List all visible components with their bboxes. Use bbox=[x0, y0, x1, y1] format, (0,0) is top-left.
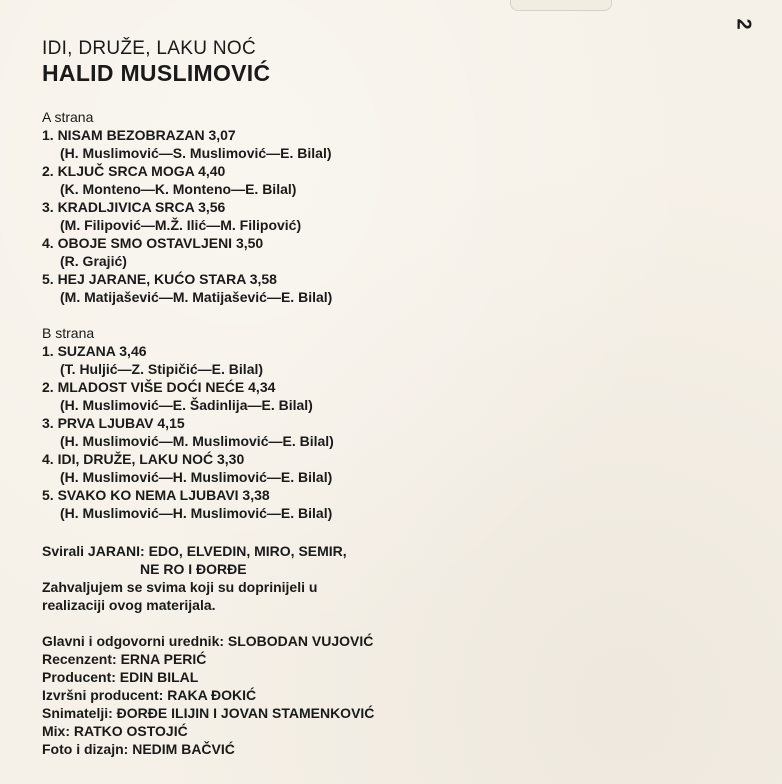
side-a-tracklist bbox=[42, 108, 742, 306]
production-credits bbox=[42, 632, 742, 758]
track-credits: (R. Grajić) bbox=[60, 253, 127, 269]
thanks-line-continued: realizaciji ovog materijala. bbox=[42, 597, 216, 613]
track-credits: (H. Muslimović—E. Šadinlija—E. Bilal) bbox=[60, 397, 313, 413]
album-title: IDI, DRUŽE, LAKU NOĆ bbox=[42, 38, 256, 59]
engineers-credit: Snimatelji: ĐORĐE ILIJIN I JOVAN STAMENKOVIĆ bbox=[42, 705, 375, 721]
mix-credit: Mix: RATKO OSTOJIĆ bbox=[42, 723, 188, 739]
track-title: 1. NISAM BEZOBRAZAN 3,07 bbox=[42, 127, 236, 143]
track-title: 3. KRADLJIVICA SRCA 3,56 bbox=[42, 199, 226, 215]
musicians-line: Svirali JARANI: EDO, ELVEDIN, MIRO, SEMIR, bbox=[42, 543, 347, 559]
track-credits: (K. Monteno—K. Monteno—E. Bilal) bbox=[60, 181, 297, 197]
track-title: 2. MLADOST VIŠE DOĆI NEĆE 4,34 bbox=[42, 379, 276, 395]
cassette-cover-notch bbox=[510, 0, 612, 11]
musicians-line-continued: NE RO I ĐORĐE bbox=[140, 561, 247, 577]
side-b-tracklist bbox=[42, 324, 742, 522]
liner-notes bbox=[42, 38, 742, 758]
track-credits: (M. Matijašević—M. Matijašević—E. Bilal) bbox=[60, 289, 333, 305]
reviewer-credit: Recenzent: ERNA PERIĆ bbox=[42, 651, 207, 667]
track-credits: (M. Filipović—M.Ž. Ilić—M. Filipović) bbox=[60, 217, 302, 233]
musicians-credits bbox=[42, 542, 742, 614]
thanks-line: Zahvaljujem se svima koji su doprinijeli u bbox=[42, 579, 318, 595]
side-number: 2 bbox=[732, 18, 755, 30]
track-title: 2. KLJUČ SRCA MOGA 4,40 bbox=[42, 163, 226, 179]
track-credits: (H. Muslimović—M. Muslimović—E. Bilal) bbox=[60, 433, 334, 449]
artist-name: HALID MUSLIMOVIĆ bbox=[42, 60, 271, 86]
track-credits: (H. Muslimović—S. Muslimović—E. Bilal) bbox=[60, 145, 332, 161]
track-title: 4. IDI, DRUŽE, LAKU NOĆ 3,30 bbox=[42, 451, 245, 467]
track-credits: (H. Muslimović—H. Muslimović—E. Bilal) bbox=[60, 505, 333, 521]
side-b-label: B strana bbox=[42, 325, 95, 341]
editor-credit: Glavni i odgovorni urednik: SLOBODAN VUJOVIĆ bbox=[42, 633, 374, 649]
track-title: 3. PRVA LJUBAV 4,15 bbox=[42, 415, 185, 431]
track-title: 1. SUZANA 3,46 bbox=[42, 343, 147, 359]
track-credits: (H. Muslimović—H. Muslimović—E. Bilal) bbox=[60, 469, 333, 485]
executive-producer-credit: Izvršni producent: RAKA ĐOKIĆ bbox=[42, 687, 257, 703]
side-a-label: A strana bbox=[42, 109, 94, 125]
photo-design-credit: Foto i dizajn: NEDIM BAČVIĆ bbox=[42, 741, 235, 757]
track-title: 4. OBOJE SMO OSTAVLJENI 3,50 bbox=[42, 235, 264, 251]
track-credits: (T. Huljić—Z. Stipičić—E. Bilal) bbox=[60, 361, 264, 377]
track-title: 5. SVAKO KO NEMA LJUBAVI 3,38 bbox=[42, 487, 270, 503]
track-title: 5. HEJ JARANE, KUĆO STARA 3,58 bbox=[42, 271, 277, 287]
producer-credit: Producent: EDIN BILAL bbox=[42, 669, 199, 685]
